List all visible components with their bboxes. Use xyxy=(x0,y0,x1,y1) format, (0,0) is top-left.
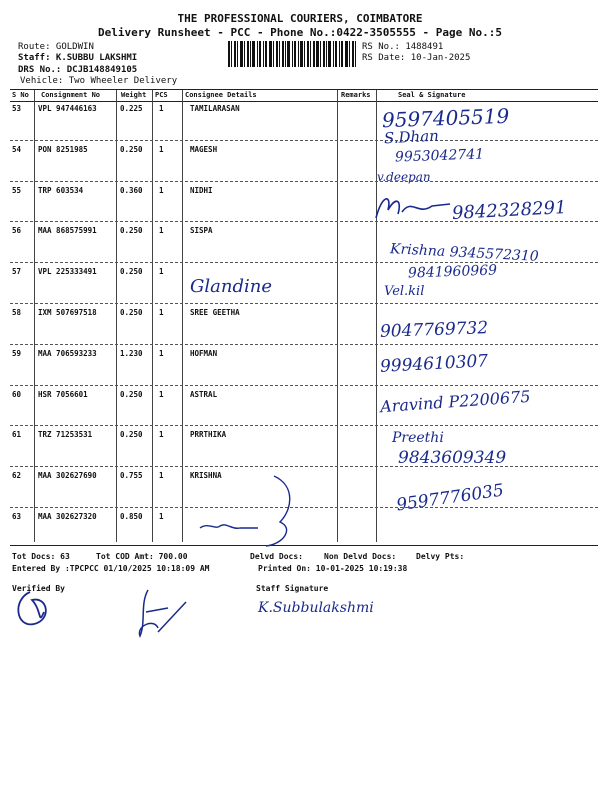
cell-pcs: 1 xyxy=(159,104,164,113)
cell-consignment-no: MAA 868575991 xyxy=(38,226,97,236)
cell-pcs: 1 xyxy=(159,389,164,399)
cell-pcs: 1 xyxy=(159,430,164,440)
cell-weight: 0.755 xyxy=(120,471,143,481)
verifier-signature xyxy=(8,582,198,642)
cell-pcs: 1 xyxy=(159,348,164,358)
handwritten-phone: 9994610307 xyxy=(379,351,489,377)
route-label: Route: GOLDWIN xyxy=(18,42,94,52)
handwritten-phone: 9842328291 xyxy=(451,197,568,224)
handwritten-phone: 9841960969 xyxy=(407,262,498,282)
row-divider xyxy=(10,221,598,222)
col-divider xyxy=(337,90,338,542)
rs-number: RS No.: 1488491 xyxy=(362,42,444,52)
cell-consignment-no: IXM 507697518 xyxy=(38,308,97,317)
handwritten-consignee: Glandine xyxy=(190,276,272,297)
cell-weight: 0.250 xyxy=(120,144,143,154)
cell-weight: 0.250 xyxy=(120,389,143,399)
barcode xyxy=(228,41,356,67)
cell-consignment-no: VPL 947446163 xyxy=(38,104,97,113)
handwritten-phone: 9597776035 xyxy=(395,480,506,516)
vehicle-label: Vehicle: Two Wheeler Delivery xyxy=(20,76,178,86)
row-divider xyxy=(10,385,598,386)
row-divider xyxy=(10,425,598,426)
col-header-remarks: Remarks xyxy=(341,91,371,99)
row-divider xyxy=(10,344,598,345)
cell-pcs: 1 xyxy=(159,185,164,195)
handwritten-phone: Krishna 9345572310 xyxy=(389,241,540,265)
cell-consignment-no: MAA 706593233 xyxy=(38,348,97,358)
cell-consignment-no: PON 8251985 xyxy=(38,144,88,154)
cell-pcs: 1 xyxy=(159,267,164,277)
delivery-points: Delvy Pts: xyxy=(416,552,465,561)
cell-sno: 62 xyxy=(12,471,22,481)
col-divider xyxy=(376,90,377,542)
handwritten-phone: 9597405519 xyxy=(381,103,510,133)
cell-sno: 60 xyxy=(12,389,22,399)
cell-consignment-no: VPL 225333491 xyxy=(38,267,97,277)
col-divider xyxy=(152,90,153,542)
cell-consignee: ASTRAL xyxy=(190,389,218,399)
cell-consignee: SREE GEETHA xyxy=(190,308,240,317)
staff-label: Staff: K.SUBBU LAKSHMI xyxy=(18,53,138,63)
printed-on: Printed On: 10-01-2025 10:19:38 xyxy=(258,564,408,573)
col-divider xyxy=(34,90,35,542)
handwritten-phone: 9843609349 xyxy=(398,448,507,468)
staff-handwritten-signature: K.Subbulakshmi xyxy=(258,600,374,616)
handwritten-signature: S.Dhan xyxy=(383,126,440,148)
row-divider xyxy=(10,303,598,304)
handwritten-signature: v.deepan xyxy=(377,170,431,184)
cell-consignee: TAMILARASAN xyxy=(190,104,240,113)
cell-sno: 63 xyxy=(12,512,22,521)
non-delivered-docs: Non Delvd Docs: xyxy=(324,552,397,561)
total-docs: Tot Docs: 63 xyxy=(12,552,70,561)
row-divider xyxy=(10,181,598,182)
row-divider xyxy=(10,466,598,467)
cell-weight: 0.250 xyxy=(120,267,143,277)
cell-consignee: MAGESH xyxy=(190,144,218,154)
col-header-pcs: PCS xyxy=(155,91,168,99)
cell-pcs: 1 xyxy=(159,144,164,154)
cell-consignment-no: TRZ 71253531 xyxy=(38,430,93,440)
handwritten-signature: Aravind P2200675 xyxy=(379,386,532,417)
handwritten-phone: 9047769732 xyxy=(379,318,489,342)
cell-sno: 54 xyxy=(12,144,22,154)
cell-consignee: HOFMAN xyxy=(190,348,218,358)
cell-weight: 0.250 xyxy=(120,430,143,440)
cell-sno: 56 xyxy=(12,226,22,236)
cell-pcs: 1 xyxy=(159,471,164,481)
staff-signature-label: Staff Signature xyxy=(256,584,329,593)
cell-sno: 57 xyxy=(12,267,22,277)
company-title: THE PROFESSIONAL COURIERS, COIMBATORE xyxy=(177,12,423,25)
cell-weight: 0.250 xyxy=(120,226,143,236)
handwritten-signature: Vel.kil xyxy=(384,284,425,299)
drs-number: DRS No.: DCJB148849105 xyxy=(18,65,138,75)
handwritten-signature xyxy=(372,190,452,224)
cell-sno: 59 xyxy=(12,348,22,358)
cell-consignment-no: HSR 7056601 xyxy=(38,389,88,399)
cell-weight: 0.250 xyxy=(120,308,143,317)
col-header-consignee: Consignee Details xyxy=(185,91,257,99)
cell-sno: 58 xyxy=(12,308,22,317)
rs-date: RS Date: 10-Jan-2025 xyxy=(362,53,471,63)
cell-consignee: KRISHNA xyxy=(190,471,222,481)
col-divider xyxy=(116,90,117,542)
cell-consignee: SISPA xyxy=(190,226,213,236)
cell-consignee: PRRTHIKA xyxy=(190,430,227,440)
col-header-consignment: Consignment No xyxy=(41,91,101,99)
handwritten-mark xyxy=(196,470,306,550)
cell-consignment-no: MAA 302627320 xyxy=(38,512,97,521)
cell-weight: 0.360 xyxy=(120,185,143,195)
handwritten-phone: 9953042741 xyxy=(394,146,485,166)
cell-sno: 53 xyxy=(12,104,22,113)
cell-pcs: 1 xyxy=(159,512,164,521)
runsheet-subtitle: Delivery Runsheet - PCC - Phone No.:0422-3505555 - Page No.:5 xyxy=(98,26,502,39)
handwritten-signature: Preethi xyxy=(392,430,444,446)
col-header-weight: Weight xyxy=(121,91,147,99)
col-header-signature: Seal & Signature xyxy=(398,91,466,99)
cell-sno: 55 xyxy=(12,185,22,195)
cell-weight: 1.230 xyxy=(120,348,143,358)
cell-weight: 0.850 xyxy=(120,512,143,521)
cell-consignee: NIDHI xyxy=(190,185,213,195)
cell-consignment-no: MAA 302627690 xyxy=(38,471,97,481)
cell-pcs: 1 xyxy=(159,308,164,317)
entered-by: Entered By :TPCPCC 01/10/2025 10:18:09 AM xyxy=(12,564,210,573)
table-top-rule xyxy=(10,89,598,90)
table-header-rule xyxy=(10,101,598,102)
cell-consignment-no: TRP 603534 xyxy=(38,185,84,195)
total-cod-amount: Tot COD Amt: 700.00 xyxy=(96,552,188,561)
cell-sno: 61 xyxy=(12,430,22,440)
verified-by-label: Verified By xyxy=(12,584,65,593)
col-header-sno: S No xyxy=(12,91,29,99)
cell-pcs: 1 xyxy=(159,226,164,236)
delivered-docs: Delvd Docs: xyxy=(250,552,303,561)
col-divider xyxy=(182,90,183,542)
row-divider xyxy=(10,140,598,141)
cell-weight: 0.225 xyxy=(120,104,143,113)
